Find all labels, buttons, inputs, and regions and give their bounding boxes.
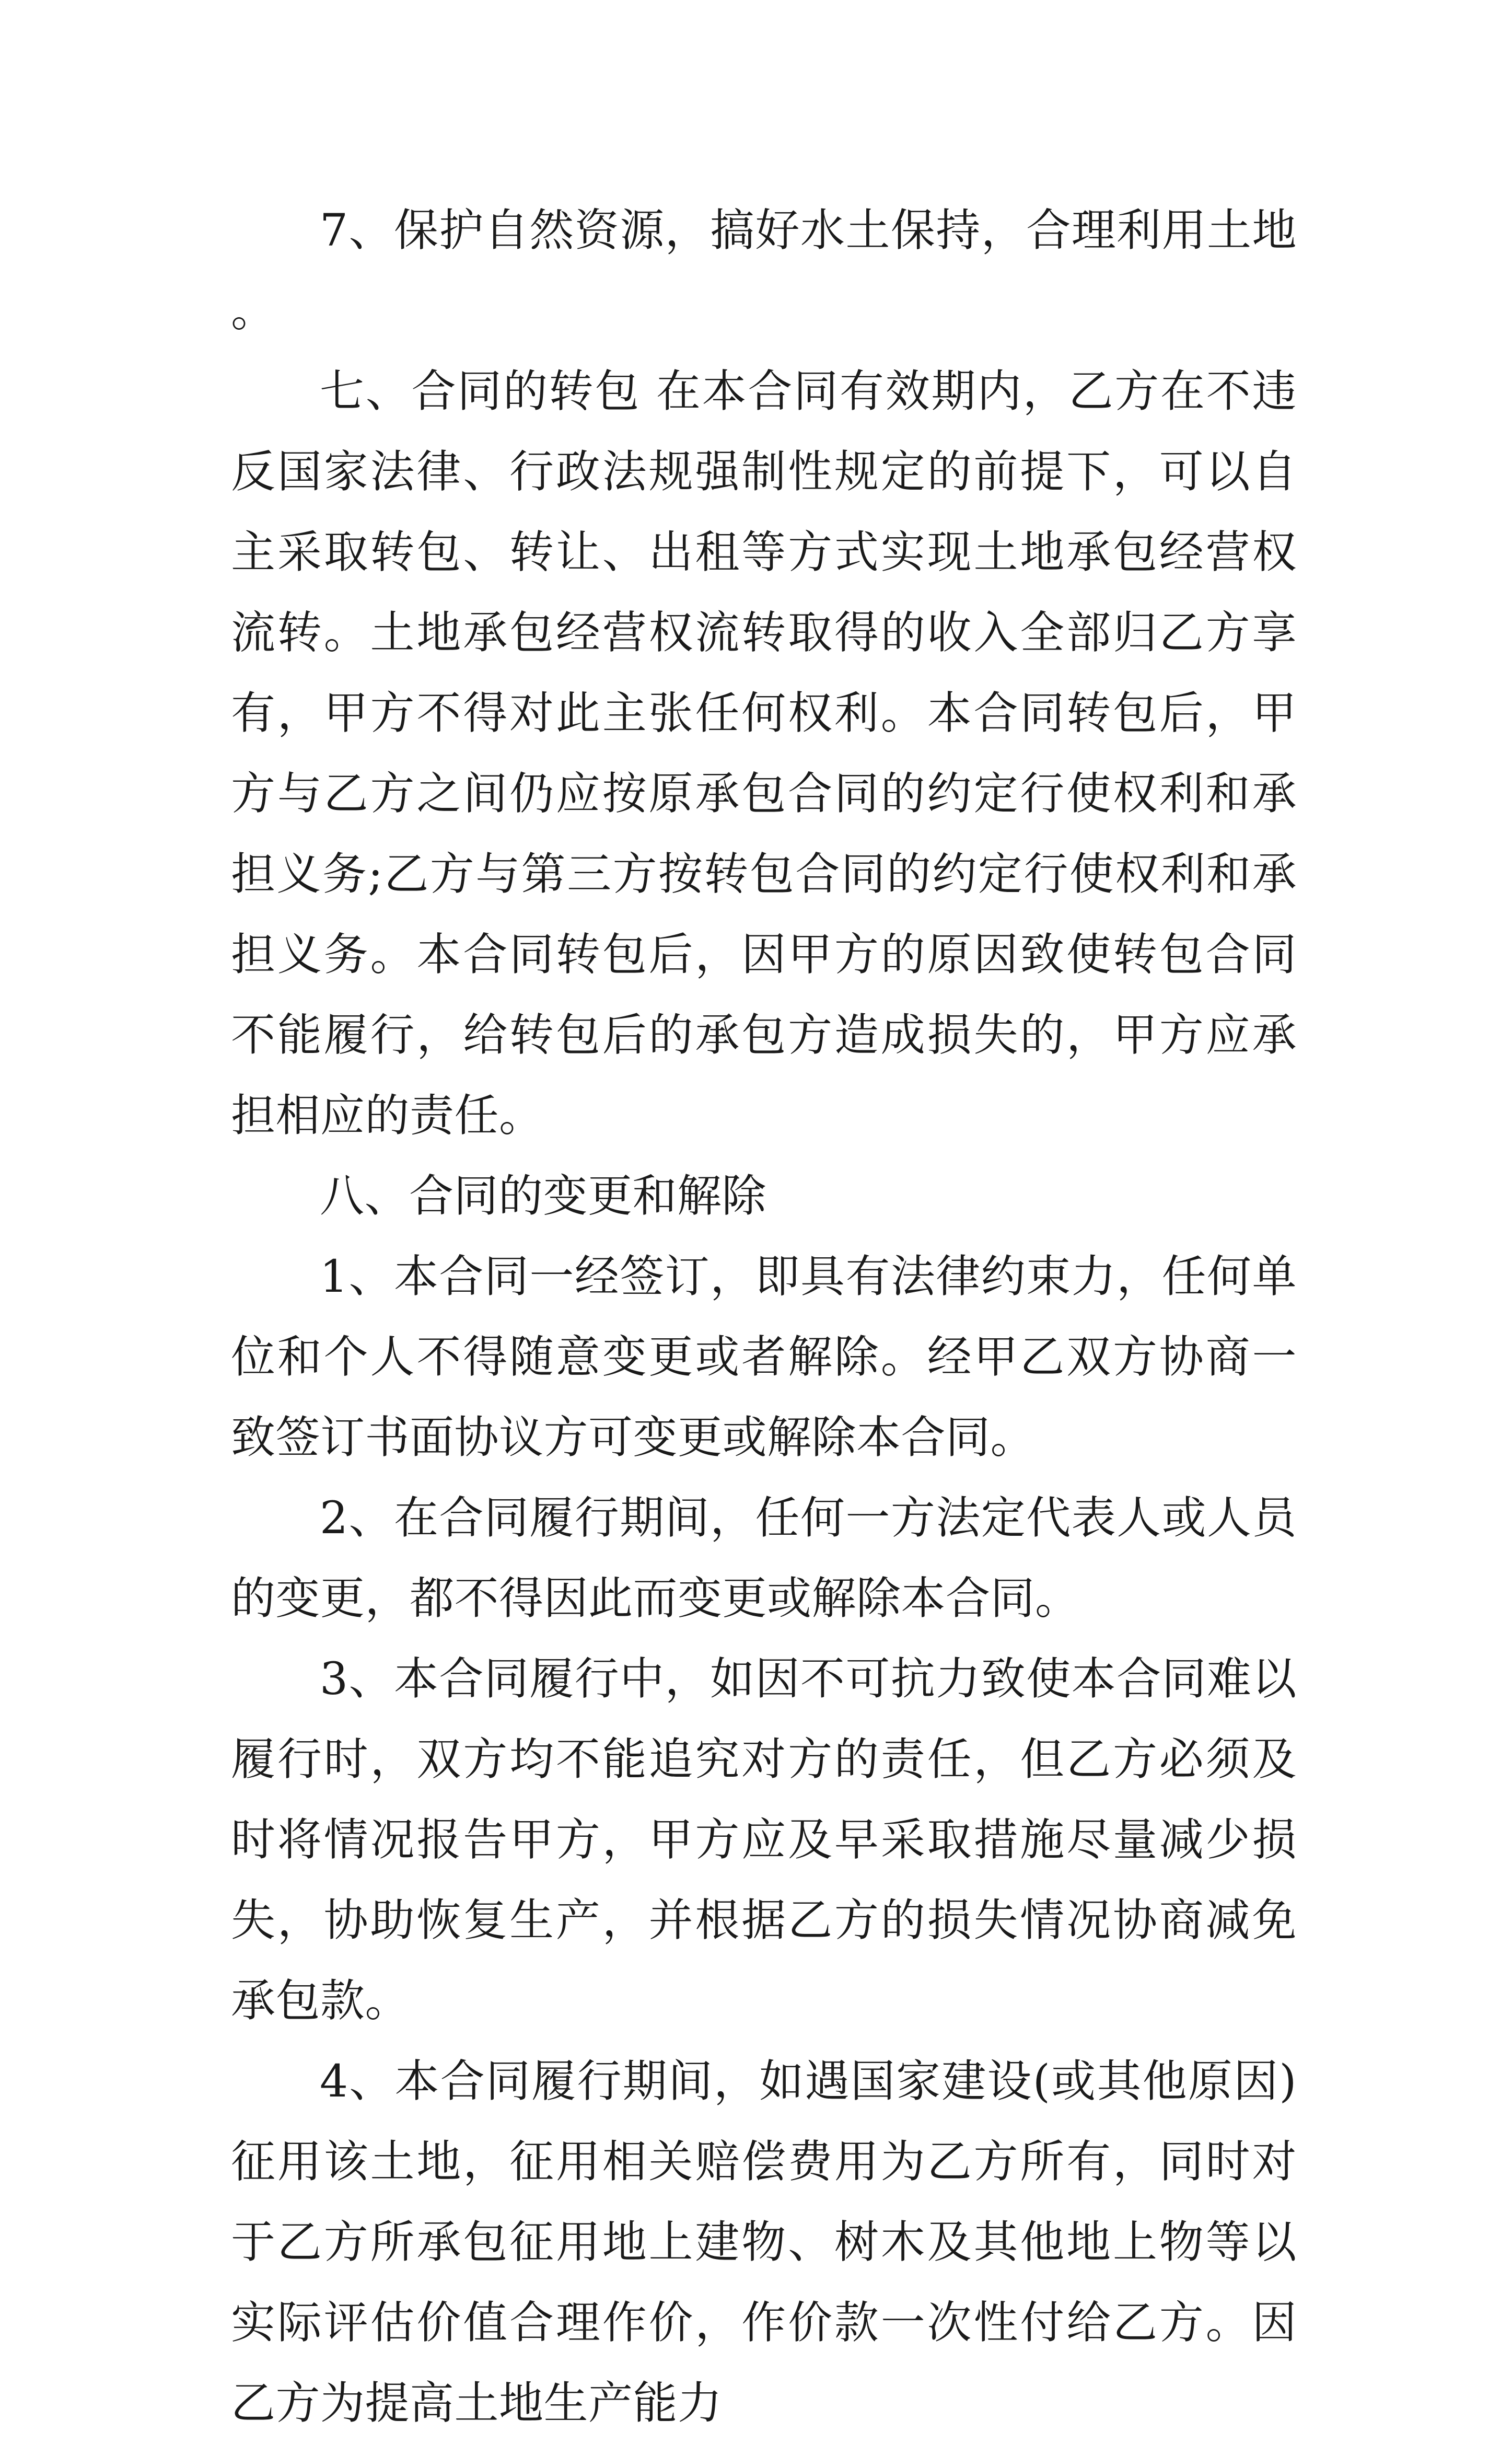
paragraph-clause-1: 1、本合同一经签订，即具有法律约束力，任何单位和个人不得随意变更或者解除。经甲乙双方协商一致签订书面协议方可变更或解除本合同。 [231,1251,1297,1464]
heading-section-change-termination: 八、合同的变更和解除 [320,1171,767,1222]
paragraph-clause-4: 4、本合同履行期间，如遇国家建设(或其他原因)征用该土地，征用相关赔偿费用为乙方所有，同时对于乙方所承包征用地上建物、树木及其他地上物等以实际评估价值合理作价，作价款一次性付给乙方。因乙方为提高土地生产能力 [231,2056,1297,2429]
paragraph-section-subcontract: 七、合同的转包 在本合同有效期内，乙方在不违反国家法律、行政法规强制性规定的前提下，可以自主采取转包、转让、出租等方式实现土地承包经营权流转。土地承包经营权流转取得的收入全部归乙方享有，甲方不得对此主张任何权利。本合同转包后，甲方与乙方之间仍应按原承包合同的约定行使权利和承担义务;乙方与第三方按转包合同的约定行使权利和承担义务。本合同转包后，因甲方的原因致使转包合同不能履行，给转包后的承包方造成损失的，甲方应承担相应的责任。 [231,366,1297,1142]
paragraph-clause-3: 3、本合同履行中，如因不可抗力致使本合同难以履行时，双方均不能追究对方的责任，但乙方必须及时将情况报告甲方，甲方应及早采取措施尽量减少损失，协助恢复生产，并根据乙方的损失情况协商减免承包款。 [231,1653,1297,2027]
paragraph-clause-7: 7、保护自然资源，搞好水土保持，合理利用土地。 [231,205,1297,337]
document-body [231,191,1297,2444]
paragraph-clause-2: 2、在合同履行期间，任何一方法定代表人或人员的变更，都不得因此而变更或解除本合同。 [231,1492,1297,1625]
